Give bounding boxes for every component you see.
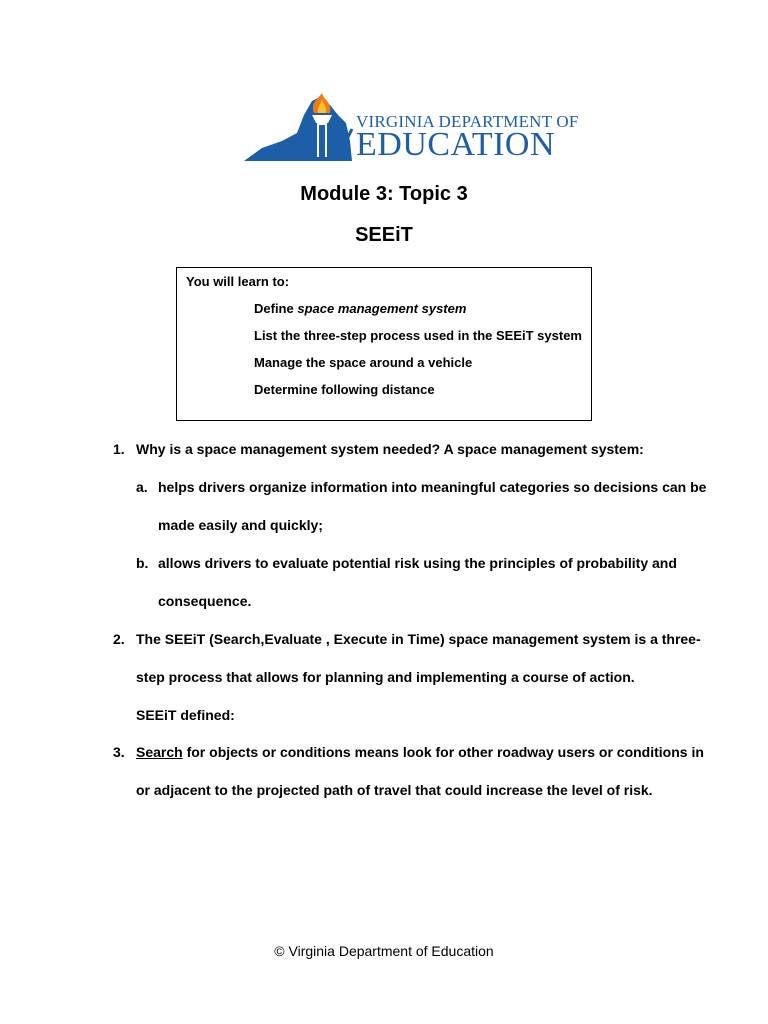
item2-line2: step process that allows for planning and implementing a course of action.	[136, 669, 635, 685]
objective-item: Determine following distance	[254, 382, 435, 397]
sub-item-label: a.	[136, 479, 148, 495]
item3-line1: Search for objects or conditions means look for other roadway users or conditions in	[136, 744, 704, 760]
item1-sub-b-line1: allows drivers to evaluate potential risk using the principles of probability and	[158, 555, 677, 571]
item-number: 3.	[113, 744, 125, 760]
objectives-box	[176, 267, 592, 421]
item1-sub-a-line2: made easily and quickly;	[158, 517, 323, 533]
item1-sub-a-line1: helps drivers organize information into meaningful categories so decisions can be	[158, 479, 707, 495]
item3-line2: or adjacent to the projected path of travel that could increase the level of risk.	[136, 782, 653, 798]
page-title: Module 3: Topic 3	[300, 183, 468, 205]
objective-item: Define space management system	[254, 301, 467, 316]
logo-text-line1: VIRGINIA DEPARTMENT OF	[356, 112, 579, 131]
objective-item: List the three-step process used in the SEEiT system	[254, 328, 582, 343]
page-subtitle: SEEiT	[355, 224, 413, 246]
item1-sub-b-line2: consequence.	[158, 593, 252, 609]
sub-item-label: b.	[136, 555, 149, 571]
search-keyword: Search	[136, 744, 183, 760]
item-number: 1.	[113, 441, 125, 457]
item-number: 2.	[113, 631, 125, 647]
item2-line1: The SEEiT (Search,Evaluate , Execute in Time) space management system is a three-	[136, 631, 701, 647]
copyright-footer: © Virginia Department of Education	[274, 943, 494, 959]
objective-item: Manage the space around a vehicle	[254, 355, 473, 370]
objectives-intro: You will learn to:	[186, 274, 290, 289]
item2-line3: SEEiT defined:	[136, 707, 235, 723]
item1-text: Why is a space management system needed? A space management system:	[136, 441, 644, 457]
logo-text-line2: EDUCATION	[356, 126, 556, 163]
